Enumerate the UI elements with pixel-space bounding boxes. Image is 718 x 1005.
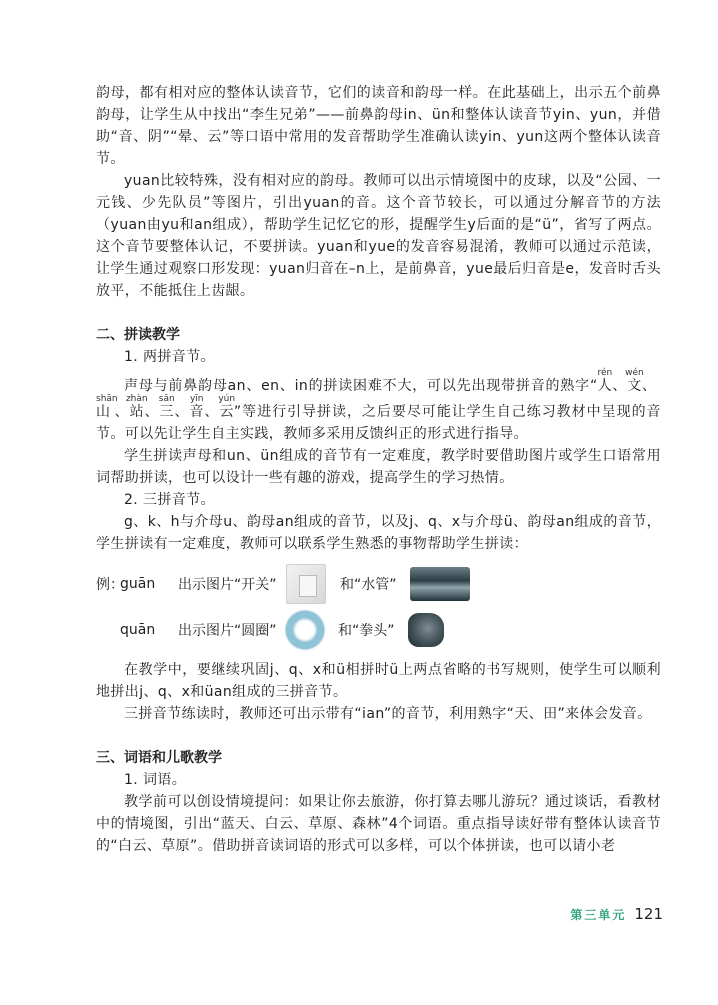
ruby-char: 音yīn [189,394,205,420]
example-row [96,607,661,653]
subheading: 1. 词语。 [124,772,187,788]
example-pinyin: guān [120,576,156,592]
example-row [96,561,661,607]
page-body [96,82,661,857]
ruby-char: 山shān [96,394,118,420]
paragraph: 韵母，都有相对应的整体认读音节，它们的读音和韵母一样。在此基础上，出示五个前鼻韵母，让学生从中找出“李生兄弟”——前鼻韵母in、ün和整体认读音节yin、yun，并借助“音、阴”“晕、云”等口语中常用的发音帮助学生准确认读yin、yun这两个整体认读音节。 [96,85,661,167]
subheading: 1. 两拼音节。 [124,349,216,365]
paragraph: 教学前可以创设情境提问：如果让你去旅游，你打算去哪儿游玩？通过谈话，看教材中的情境图，引出“蓝天、白云、草原、森林”4个词语。重点指导读好带有整体认读音节的“白云、草原”。借助拼音读词语的形式可以多样，可以个体拼读，也可以请小老 [96,794,661,854]
water-pipe-image [410,567,470,601]
text-run: ”等进行引导拼读，之后要尽可能让学生自己练习教材中呈现的音节。可以先让学生自主实践，教师多采用反馈纠正的形式进行指导。 [96,404,661,442]
paragraph: 三拼音节练读时，教师还可出示带有“ian”的音节，利用熟字“天、田”来体会发音。 [124,706,652,722]
subheading: 2. 三拼音节。 [124,492,216,508]
paragraph-with-pinyin: 声母与前鼻韵母an、en、in的拼读困难不大，可以先出现带拼音的熟字“人rén、文wén、山shān、站zhàn、三sān、音yīn、云yún”等进行引导拼读，之后要尽可能让学生自己练习教材中呈现的音节。可以先让学生自主实践，教师多采用反馈纠正的形式进行指导。 [96,368,661,442]
section-heading: 三、词语和儿歌教学 [96,750,222,766]
ruby-char: 云yún [218,394,236,420]
example-and-text: 和“水管” [340,577,397,593]
ruby-char: 站zhàn [125,394,148,420]
unit-label: 第三单元 [570,907,627,922]
light-switch-image [286,564,326,604]
paragraph: yuan比较特殊，没有相对应的韵母。教师可以出示情境图中的皮球，以及“公园、一元钱、少先队员”等图片，引出yuan的音。这个音节较长，可以通过分解音节的方法（yuan由yu和an组成），帮助学生记忆它的形，提醒学生y后面的是“ü”，省写了两点。这个音节要整体认记，不要拼读。yuan和yue的发音容易混淆，教师可以通过示范读，让学生通过观察口形发现：yuan归音在–n上，是前鼻音，yue最后归音是e，发音时舌头放平，不能抵住上齿龈。 [96,173,661,299]
example-and-text: 和“拳头” [338,623,395,639]
fist-image [408,613,444,647]
section-heading: 二、拼读教学 [96,327,180,343]
paragraph: 在教学中，要继续巩固j、q、x和ü相拼时ü上两点省略的书写规则，使学生可以顺利地拼出j、q、x和üan组成的三拼音节。 [96,662,661,700]
example-description: 出示图片“圆圈” [178,623,277,639]
paragraph: g、k、h与介母u、韵母an组成的音节，以及j、q、x与介母ü、韵母an组成的音节，学生拼读有一定难度，教师可以联系学生熟悉的事物帮助学生拼读： [96,514,661,552]
example-description: 出示图片“开关” [178,577,277,593]
page-number: 121 [634,905,663,923]
ruby-char: 三sān [158,394,175,420]
ring-image [286,611,324,649]
page-footer [570,905,663,923]
ruby-char: 人rén [597,368,613,394]
example-label: 例： [96,577,124,593]
example-pinyin: quān [120,622,156,638]
paragraph: 学生拼读声母和un、ün组成的音节有一定难度，教学时要借助图片或学生口语常用词帮助拼读，也可以设计一些有趣的游戏，提高学生的学习热情。 [96,448,661,486]
text-run: 声母与前鼻韵母an、en、in的拼读困难不大，可以先出现带拼音的熟字“ [124,378,598,394]
ruby-char: 文wén [625,368,644,394]
